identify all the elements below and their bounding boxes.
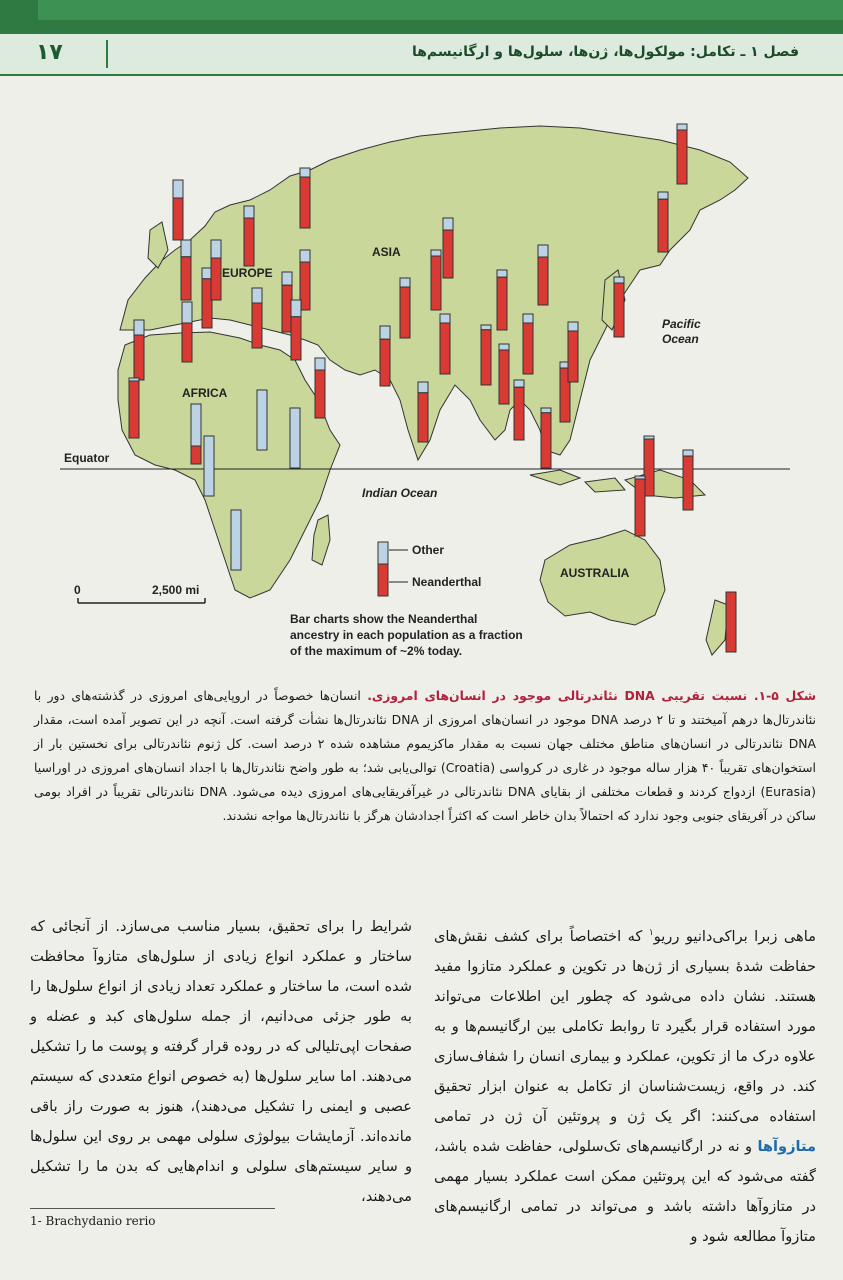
bar-neanderthal-segment <box>614 283 624 337</box>
bar-other-segment <box>677 124 687 130</box>
bar-other-segment <box>400 278 410 287</box>
bar-neanderthal-segment <box>431 256 441 310</box>
bar-other-segment <box>282 272 292 285</box>
population-bar <box>191 404 201 464</box>
population-bar <box>614 277 624 337</box>
bar-other-segment <box>497 270 507 277</box>
header-divider <box>106 40 108 68</box>
label-indian-ocean: Indian Ocean <box>362 486 438 500</box>
figure-caption <box>34 684 816 828</box>
population-bar <box>244 206 254 266</box>
bar-neanderthal-segment <box>173 198 183 240</box>
population-bar <box>726 592 736 652</box>
bar-other-segment <box>231 510 241 570</box>
bar-neanderthal-segment <box>481 330 491 385</box>
africa-landmass <box>118 332 340 598</box>
bar-neanderthal-segment <box>418 393 428 442</box>
madagascar-landmass <box>312 515 330 565</box>
label-europe: EUROPE <box>222 266 273 280</box>
bar-other-segment <box>291 300 301 317</box>
population-bar <box>440 314 450 374</box>
bar-neanderthal-segment <box>514 387 524 440</box>
body-right-part3: و نه در ارگانیسم‌های تک‌سلولی، حفاظت شده باشد، گفته می‌شود که این پروتئین ممکن است عملکرد بسیار مهمی در متازوآها داشته باشد و می‌تواند در تمامی ارگانیسم‌های متازوآ مطالعه شود و <box>434 1137 816 1245</box>
footnote-ref: ۱ <box>648 928 654 938</box>
bar-other-segment <box>440 314 450 323</box>
bar-other-segment <box>173 180 183 198</box>
bar-other-segment <box>252 288 262 303</box>
population-bar <box>173 180 183 240</box>
population-bar <box>182 302 192 362</box>
footnote-rule <box>30 1208 275 1209</box>
population-bar <box>514 380 524 440</box>
bar-neanderthal-segment <box>677 130 687 184</box>
population-bar <box>290 408 300 468</box>
body-right-part1: ماهی زبرا براکی‌دانیو رریو <box>653 927 817 945</box>
bar-other-segment <box>211 240 221 258</box>
legend-other-label: Other <box>412 543 445 557</box>
population-bar <box>211 240 221 300</box>
population-bar <box>538 245 548 305</box>
highlight-term: متازوآها <box>757 1137 816 1155</box>
bar-neanderthal-segment <box>538 257 548 305</box>
bar-other-segment <box>300 168 310 177</box>
bar-other-segment <box>300 250 310 262</box>
bar-other-segment <box>182 302 192 323</box>
body-column-right <box>434 918 816 1252</box>
population-bar <box>443 218 453 278</box>
scale-bar <box>74 583 205 603</box>
bar-other-segment <box>257 390 267 450</box>
population-bar <box>400 278 410 338</box>
population-bar <box>541 408 551 468</box>
scale-distance: 2,500 mi <box>152 583 200 597</box>
footnote: 1- Brachydanio rerio <box>30 1214 156 1228</box>
label-pacific-line2: Ocean <box>662 332 699 346</box>
bar-neanderthal-segment <box>568 331 578 382</box>
chapter-title: فصل ۱ ـ تکامل: مولکول‌ها، ژن‌ها، سلول‌ها و ارگانیسم‌ها <box>411 44 799 60</box>
body-right-part2: که اختصاصاً برای کشف نقش‌های حفاظت شدهٔ بسیاری از ژن‌ها در تکوین و عملکرد متازوا مفید هستند. نشان داده می‌شود که چطور این اطلاعات می‌تواند مورد استفاده قرار بگیرد تا روابط تکاملی بین ارگانیسم‌ها و به علاوه درک ما از تکوین، عملکرد و بیماری انسان را شفاف‌سازی کند. در واقع، زیست‌شناسان از تکامل به عنوان ابزار تحقیق استفاده می‌کنند: اگر یک ژن و پروتئین آن ژن در تمامی <box>434 927 816 1125</box>
bar-neanderthal-segment <box>181 257 191 300</box>
bar-neanderthal-segment <box>443 230 453 278</box>
bar-neanderthal-segment <box>291 317 301 360</box>
population-bar <box>431 250 441 310</box>
bar-other-segment <box>538 245 548 257</box>
bar-neanderthal-segment <box>211 258 221 300</box>
population-bar <box>181 240 191 300</box>
new-zealand-landmass <box>706 600 728 655</box>
population-bar <box>204 436 214 496</box>
figure-caption-text: انسان‌ها خصوصاً در اروپایی‌های امروزی در گذشته‌های دور با نئاندرتال‌ها درهم آمیختند و تا ۲ درصد DNA موجود در انسان‌های امروزی از DNA نئاندرتال‌ها نشأت گرفته است. آنچه در این تصویر آمده است، مقدار DNA نئاندرتالی در انسان‌های مناطق مختلف جهان نسبت به مقدار ماکزیموم مشاهده شده ۲ درصد است. کل ژنوم نئاندرتالی برای نخستین بار از استخوان‌های تقریباً ۴۰ هزار ساله موجود در غاری در کرواسی (Croatia) توالی‌یابی شد؛ به طور واضح نئاندرتال‌ها با اجداد انسان‌های امروزی در اوراسیا (Eurasia) ازدواج کردند و قطعات مختلفی از بقایای DNA نئاندرتالی در غیرآفریقایی‌های امروزی دیده می‌شود. DNA نئاندرتالی تقریباً در افراد بومی ساکن در آفریقای جنوبی وجود ندارد که احتمالاً بدان خاطر است که اکثراً اجدادشان هرگز با نئاندرتال‌ها مواجه نشدند. <box>34 688 816 823</box>
population-bar <box>658 192 668 252</box>
bar-neanderthal-segment <box>191 446 201 464</box>
bar-neanderthal-segment <box>635 479 645 536</box>
page-number: ۱۷ <box>36 40 63 65</box>
label-australia: AUSTRALIA <box>560 566 630 580</box>
population-bar <box>499 344 509 404</box>
bar-other-segment <box>204 436 214 496</box>
bar-neanderthal-segment <box>134 335 144 380</box>
bar-other-segment <box>134 320 144 335</box>
bar-neanderthal-segment <box>400 287 410 338</box>
page-header <box>0 34 843 76</box>
label-africa: AFRICA <box>182 386 228 400</box>
population-bar <box>129 378 139 438</box>
bar-other-segment <box>658 192 668 199</box>
figure-note <box>290 612 523 658</box>
legend-neanderthal-label: Neanderthal <box>412 575 482 589</box>
bar-neanderthal-segment <box>129 381 139 438</box>
population-bar <box>252 288 262 348</box>
label-pacific-line1: Pacific <box>662 317 701 331</box>
note-line-1: Bar charts show the Neanderthal <box>290 612 478 626</box>
bar-other-segment <box>380 326 390 339</box>
bar-neanderthal-segment <box>523 323 533 374</box>
bar-other-segment <box>191 404 201 446</box>
bar-other-segment <box>181 240 191 257</box>
bar-neanderthal-segment <box>497 277 507 330</box>
bar-neanderthal-segment <box>683 456 693 510</box>
population-bar <box>231 510 241 570</box>
population-bar <box>481 325 491 385</box>
bar-neanderthal-segment <box>315 370 325 418</box>
population-bar <box>677 124 687 184</box>
bar-other-segment <box>514 380 524 387</box>
scale-zero: 0 <box>74 583 81 597</box>
population-bar <box>568 322 578 382</box>
bar-neanderthal-segment <box>658 199 668 252</box>
bar-other-segment <box>431 250 441 256</box>
note-line-2: ancestry in each population as a fraction <box>290 628 523 642</box>
population-bar <box>497 270 507 330</box>
bar-neanderthal-segment <box>300 177 310 228</box>
note-line-3: of the maximum of ~2% today. <box>290 644 463 658</box>
population-bar <box>380 326 390 386</box>
bar-neanderthal-segment <box>252 303 262 348</box>
bar-other-segment <box>499 344 509 350</box>
bar-neanderthal-segment <box>541 413 551 468</box>
label-asia: ASIA <box>372 245 401 259</box>
top-band <box>0 0 843 34</box>
body-column-left: شرایط را برای تحقیق، بسیار مناسب می‌سازد. از آنجائی که ساختار و عملکرد انواع زیادی از سلول‌های متازوآ محافظت شده است، ما ساختار و عملکرد تعداد زیادی از انواع سلول‌ها را به طور جزئی می‌دانیم، از جمله سلول‌های کبد و عضله و صفحات اپی‌تلیالی که در روده قرار گرفته و پوست ما را تشکیل می‌دهند. اما سایر سلول‌ها (به خصوص انواع متعددی که سیستم عصبی و ایمنی را تشکیل می‌دهند)، هنوز به صورت راز باقی مانده‌اند. آزمایشات بیولوژی سلولی مهمی بر روی این سلول‌ها و سایر سیستم‌های سلولی و اندام‌هایی که بدن ما را تشکیل می‌دهند، <box>30 918 412 1205</box>
neanderthal-ancestry-map <box>0 78 843 678</box>
bar-neanderthal-segment <box>499 350 509 404</box>
legend-other-swatch <box>378 542 388 564</box>
bar-other-segment <box>443 218 453 230</box>
bar-other-segment <box>568 322 578 331</box>
bar-other-segment <box>418 382 428 393</box>
legend <box>378 542 481 596</box>
bar-other-segment <box>614 277 624 283</box>
population-bar <box>523 314 533 374</box>
population-bar <box>683 450 693 510</box>
bar-other-segment <box>244 206 254 218</box>
indonesia-islands <box>530 470 625 492</box>
population-bar <box>257 390 267 450</box>
figure-caption-label: شکل ۵-۱. نسبت تقریبی DNA نئاندرتالی موجود در انسان‌های امروزی. <box>367 688 817 703</box>
population-bar <box>418 382 428 442</box>
population-bar <box>291 300 301 360</box>
bar-neanderthal-segment <box>726 592 736 652</box>
bar-other-segment <box>541 408 551 413</box>
bar-neanderthal-segment <box>380 339 390 386</box>
bar-other-segment <box>315 358 325 370</box>
population-bar <box>300 168 310 228</box>
bar-other-segment <box>523 314 533 323</box>
bar-neanderthal-segment <box>182 323 192 362</box>
population-bar <box>635 476 645 536</box>
bar-other-segment <box>481 325 491 330</box>
population-bar <box>315 358 325 418</box>
bar-other-segment <box>290 408 300 468</box>
bar-other-segment <box>683 450 693 456</box>
population-bar <box>134 320 144 380</box>
label-equator: Equator <box>64 451 110 465</box>
bar-neanderthal-segment <box>244 218 254 266</box>
bar-neanderthal-segment <box>440 323 450 374</box>
legend-neanderthal-swatch <box>378 564 388 596</box>
